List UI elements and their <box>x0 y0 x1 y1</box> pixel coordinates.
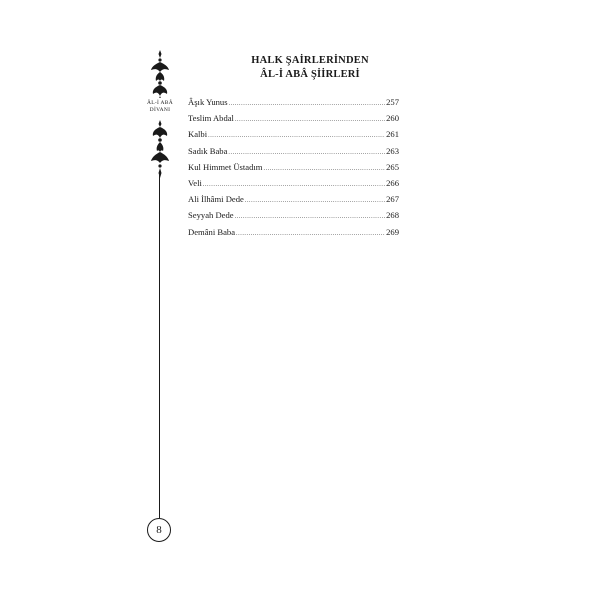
toc-entry-title: Ali İlhâmi Dede <box>188 194 244 205</box>
toc-entry-page: 266 <box>386 177 399 188</box>
toc-entry-title: Veli <box>188 177 202 188</box>
toc-entry-page: 261 <box>386 129 399 140</box>
toc-leader-dots <box>203 182 385 188</box>
page-number-badge <box>147 518 171 542</box>
toc-leader-dots <box>245 198 385 204</box>
toc-entry[interactable] <box>188 162 399 178</box>
toc-entry-page: 265 <box>386 161 399 172</box>
toc-entry[interactable] <box>188 194 399 210</box>
toc-leader-dots <box>208 133 385 139</box>
toc-entry[interactable] <box>188 227 399 243</box>
page-number: 8 <box>156 524 162 536</box>
toc-entry-title: Demâni Baba <box>188 226 236 237</box>
running-head-line1: ÂL-İ ABÂ <box>146 100 174 106</box>
toc-leader-dots <box>229 101 386 107</box>
toc-entry-title: Sadık Baba <box>188 145 228 156</box>
toc-entry-title: Kalbi <box>188 129 208 140</box>
toc-entry-page: 260 <box>386 113 399 124</box>
running-head-line2: DİVANI <box>149 107 171 113</box>
toc-entry-title: Âşık Yunus <box>188 97 228 107</box>
toc-leader-dots <box>263 166 385 172</box>
bottom-ornament-icon <box>148 120 172 178</box>
toc-entry[interactable] <box>188 210 399 226</box>
section-title <box>200 54 420 82</box>
vertical-rule <box>159 175 160 518</box>
toc-leader-dots <box>236 231 385 237</box>
toc-entry-page: 263 <box>386 145 399 156</box>
toc-entry[interactable] <box>188 97 399 113</box>
toc-entry-title: Kul Himmet Üstadım <box>188 161 263 172</box>
toc-leader-dots <box>235 214 386 220</box>
toc-entry-title: Teslim Abdal <box>188 113 234 124</box>
running-head <box>140 100 180 114</box>
toc-entry-title: Seyyah Dede <box>188 210 234 221</box>
toc-entry[interactable] <box>188 146 399 162</box>
toc-leader-dots <box>228 150 385 156</box>
top-ornament-icon <box>148 50 172 98</box>
section-title-line1: HALK ŞAİRLERİNDEN <box>251 55 369 66</box>
toc-entry-page: 269 <box>386 226 399 237</box>
toc-entry[interactable] <box>188 178 399 194</box>
table-of-contents <box>188 97 399 243</box>
toc-entry[interactable] <box>188 129 399 145</box>
toc-leader-dots <box>235 117 385 123</box>
toc-entry-page: 268 <box>386 210 399 221</box>
toc-entry-page: 257 <box>386 97 399 107</box>
section-title-line2: ÂL-İ ABÂ ŞİİRLERİ <box>260 69 360 80</box>
toc-entry[interactable] <box>188 113 399 129</box>
toc-entry-page: 267 <box>386 194 399 205</box>
